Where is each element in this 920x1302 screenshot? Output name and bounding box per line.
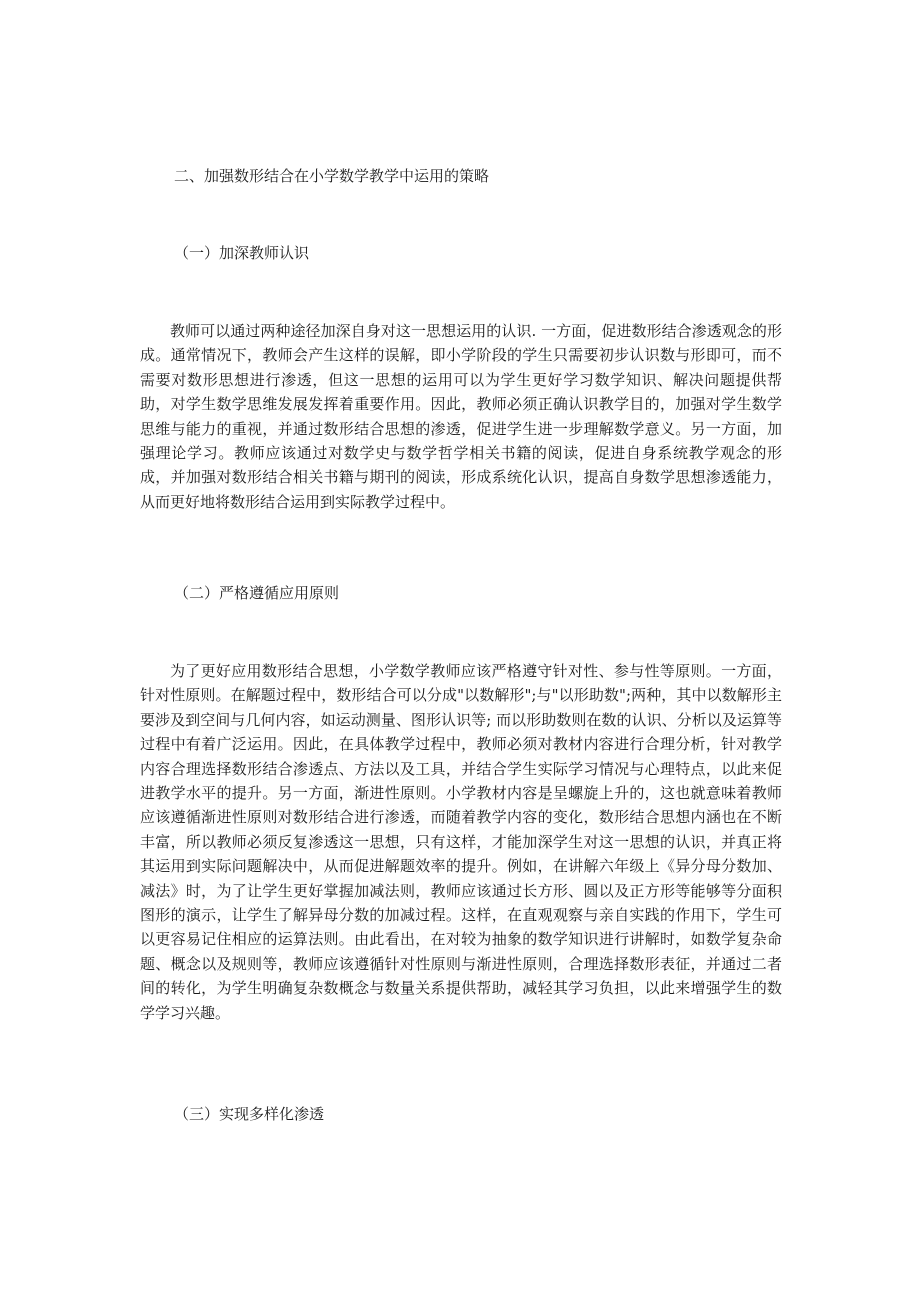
section-title: 二、加强数形结合在小学数学教学中运用的策略 (174, 167, 490, 185)
paragraph-2: 为了更好应用数形结合思想，小学数学教师应该严格遵守针对性、参与性等原则。一方面，针对性原则。在解题过程中，数形结合可以分成"以数解形";与"以形助数";两种，其中以数解形主要涉及到空间与几何内容，如运动测量、图形认识等; 而以形助数则在数的认识、分析以及运算等过程中有着广泛运用。因此，在具体教学过程中，教师必须对教材内容进行合理分析，针对教学内容合理选择数形结合渗透点、方法以及工具，并结合学生实际学习情况与心理特点，以此来促进教学水平的提升。另一方面，渐进性原则。小学教材内容是呈螺旋上升的，这也就意味着教师应该遵循渐进性原则对数形结合进行渗透，而随着教学内容的变化，数形结合思想内涵也在不断丰富，所以教师必须反复渗透这一思想，只有这样，才能加深学生对这一思想的认识，并真正将其运用到实际问题解决中，从而促进解题效率的提升。例如，在讲解六年级上《异分母分数加、减法》时，为了让学生更好掌握加减法则，教师应该通过长方形、圆以及正方形等能够等分面积图形的演示，让学生了解异母分数的加减过程。这样，在直观观察与亲自实践的作用下，学生可以更容易记住相应的运算法则。由此看出，在对较为抽象的数学知识进行讲解时，如数学复杂命题、概念以及规则等，教师应该遵循针对性原则与渐进性原则，合理选择数形表征，并通过二者间的转化，为学生明确复杂数概念与数量关系提供帮助，减轻其学习负担，以此来增强学生的数学学习兴趣。 (140, 662, 782, 1022)
paragraph-1: 教师可以通过两种途径加深自身对这一思想运用的认识. 一方面，促进数形结合渗透观念的形成。通常情况下，教师会产生这样的误解，即小学阶段的学生只需要初步认识数与形即可，而不需要对数形思想进行渗透，但这一思想的运用可以为学生更好学习数学知识、解决问题提供帮助，对学生数学思维发展发挥着重要作用。因此，教师必须正确认识教学目的，加强对学生数学思维与能力的重视，并通过数形结合思想的渗透，促进学生进一步理解数学意义。另一方面，加强理论学习。教师应该通过对数学史与数学哲学相关书籍的阅读，促进自身系统教学观念的形成，并加强对数形结合相关书籍与期刊的阅读，形成系统化认识，提高自身数学思想渗透能力，从而更好地将数形结合运用到实际教学过程中。 (140, 322, 782, 511)
subsection-heading-2: （二）严格遵循应用原则 (174, 584, 340, 602)
subsection-heading-3: （三）实现多样化渗透 (174, 1105, 325, 1123)
subsection-heading-1: （一）加深教师认识 (174, 244, 310, 262)
